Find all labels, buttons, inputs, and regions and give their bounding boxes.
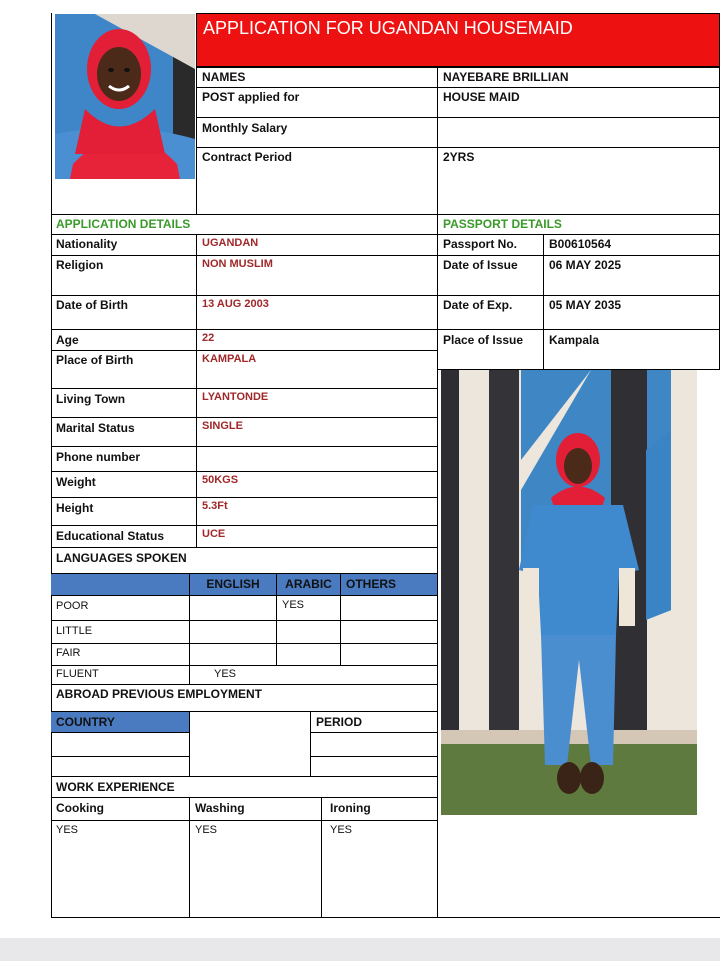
lang-col-others: OTHERS	[340, 573, 438, 596]
lang-fair-english	[189, 643, 277, 666]
value-age: 22	[196, 329, 438, 351]
label-names: NAMES	[196, 67, 438, 88]
languages-heading: LANGUAGES SPOKEN	[51, 547, 438, 574]
value-place-of-issue: Kampala	[543, 329, 720, 370]
passport-details-heading: PASSPORT DETAILS	[437, 214, 720, 235]
value-date-of-exp: 05 MAY 2035	[543, 295, 720, 330]
value-height: 5.3Ft	[196, 497, 438, 526]
abroad-middle-cell	[189, 711, 311, 777]
label-place-of-birth: Place of Birth	[51, 350, 197, 389]
value-nationality: UGANDAN	[196, 234, 438, 256]
work-col-washing: Washing	[189, 797, 322, 821]
work-val-washing: YES	[189, 820, 322, 918]
abroad-period-header: PERIOD	[310, 711, 438, 733]
label-living-town: Living Town	[51, 388, 197, 418]
label-place-of-issue: Place of Issue	[437, 329, 544, 370]
abroad-country-row1	[51, 732, 190, 757]
work-col-cooking: Cooking	[51, 797, 190, 821]
lang-level-little: LITTLE	[51, 620, 190, 644]
label-passport-no: Passport No.	[437, 234, 544, 256]
value-marital-status: SINGLE	[196, 417, 438, 447]
label-date-of-exp: Date of Exp.	[437, 295, 544, 330]
abroad-period-row2	[310, 756, 438, 777]
lang-col-english: ENGLISH	[189, 573, 277, 596]
value-passport-no: B00610564	[543, 234, 720, 256]
value-place-of-birth: KAMPALA	[196, 350, 438, 389]
bottom-strip	[0, 938, 720, 961]
lang-fluent-english: YES	[189, 665, 438, 685]
title-bar	[196, 13, 720, 67]
label-dob: Date of Birth	[51, 295, 197, 330]
lang-little-english	[189, 620, 277, 644]
label-salary: Monthly Salary	[196, 117, 438, 148]
lang-poor-others	[340, 595, 438, 621]
label-age: Age	[51, 329, 197, 351]
label-marital-status: Marital Status	[51, 417, 197, 447]
work-val-cooking: YES	[51, 820, 190, 918]
lang-fair-others	[340, 643, 438, 666]
work-heading: WORK EXPERIENCE	[51, 776, 438, 798]
work-col-ironing: Ironing	[321, 797, 438, 821]
abroad-country-row2	[51, 756, 190, 777]
value-education: UCE	[196, 525, 438, 548]
lang-fair-arabic	[276, 643, 341, 666]
portrait-photo	[55, 14, 195, 179]
label-date-of-issue: Date of Issue	[437, 255, 544, 296]
label-height: Height	[51, 497, 197, 526]
application-details-heading: APPLICATION DETAILS	[51, 214, 438, 235]
value-names: NAYEBARE BRILLIAN	[437, 67, 720, 88]
value-dob: 13 AUG 2003	[196, 295, 438, 330]
lang-level-poor: POOR	[51, 595, 190, 621]
lang-little-arabic	[276, 620, 341, 644]
label-weight: Weight	[51, 471, 197, 498]
full-body-photo	[441, 370, 697, 815]
value-date-of-issue: 06 MAY 2025	[543, 255, 720, 296]
work-val-ironing: YES	[321, 820, 438, 918]
page-title: APPLICATION FOR UGANDAN HOUSEMAID	[203, 18, 573, 38]
label-post: POST applied for	[196, 87, 438, 118]
lang-poor-english	[189, 595, 277, 621]
abroad-country-header: COUNTRY	[51, 711, 190, 733]
label-religion: Religion	[51, 255, 197, 296]
lang-little-others	[340, 620, 438, 644]
value-religion: NON MUSLIM	[196, 255, 438, 296]
value-living-town: LYANTONDE	[196, 388, 438, 418]
value-contract: 2YRS	[437, 147, 720, 215]
value-post: HOUSE MAID	[437, 87, 720, 118]
value-phone	[196, 446, 438, 472]
abroad-period-row1	[310, 732, 438, 757]
lang-level-fluent: FLUENT	[51, 665, 190, 685]
value-weight: 50KGS	[196, 471, 438, 498]
label-nationality: Nationality	[51, 234, 197, 256]
label-education: Educational Status	[51, 525, 197, 548]
value-salary	[437, 117, 720, 148]
lang-level-fair: FAIR	[51, 643, 190, 666]
lang-poor-arabic: YES	[276, 595, 341, 621]
right-bottom-area	[437, 815, 720, 918]
languages-header-blank	[51, 573, 190, 596]
abroad-heading: ABROAD PREVIOUS EMPLOYMENT	[51, 684, 438, 712]
lang-col-arabic: ARABIC	[276, 573, 341, 596]
label-phone: Phone number	[51, 446, 197, 472]
label-contract: Contract Period	[196, 147, 438, 215]
